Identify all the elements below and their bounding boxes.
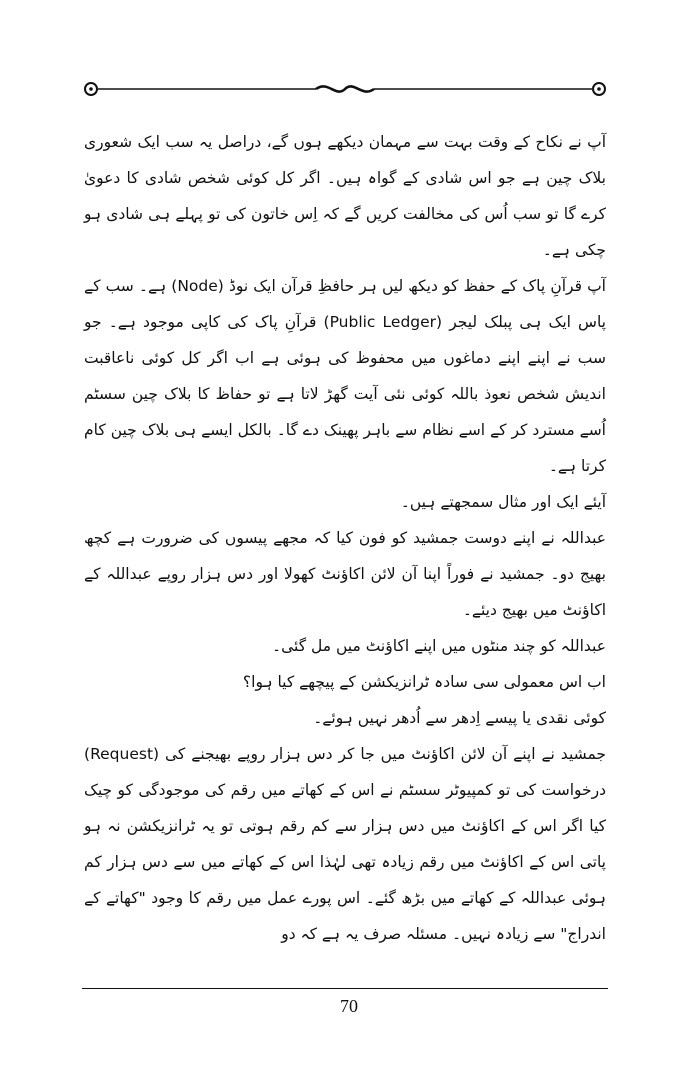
paragraph-wedding: آپ نے نکاح کے وقت بہت سے مہمان دیکھے ہوں گے، دراصل یہ سب ایک شعوری بلاک چین ہے جو اس شادی کے گواہ ہیں۔ اگر کل کوئی شخص شادی کا دعویٰ کرے گا تو سب اُس کی مخالفت کریں گے کہ اِس خاتون کی تو پہلے ہی شادی ہو چکی ہے۔ xyxy=(84,133,606,259)
paragraph-question: اب اس معمولی سی سادہ ٹرانزیکشن کے پیچھے کیا ہوا؟ xyxy=(242,673,606,691)
footer-divider xyxy=(82,988,608,989)
paragraph-transfer: عبداللہ نے اپنے دوست جمشید کو فون کیا کہ مجھے پیسوں کی ضرورت ہے کچھ بھیج دو۔ جمشید نے فوراً اپنا آن لائن اکاؤنٹ کھولا اور دس ہزار روپے عبداللہ کے اکاؤنٹ میں بھیج دیئے۔ xyxy=(84,529,606,619)
header-ornament-icon xyxy=(80,76,610,102)
paragraph-example-intro: آیئے ایک اور مثال سمجھتے ہیں۔ xyxy=(400,493,606,511)
paragraph-received: عبداللہ کو چند منٹوں میں اپنے اکاؤنٹ میں مل گئی۔ xyxy=(272,637,606,655)
page-body xyxy=(84,124,606,952)
page-number: 70 xyxy=(340,996,358,1016)
paragraph-request: جمشید نے اپنے آن لائن اکاؤنٹ میں جا کر دس ہزار روپے بھیجنے کی (Request) درخواست کی تو کمپیوٹر سسٹم نے اس کے کھاتے میں رقم کی موجودگی کو چیک کیا اگر اس کے اکاؤنٹ میں دس ہزار سے کم رقم ہوتی تو یہ ٹرانزیکشن نہ ہو پاتی اس کے اکاؤنٹ میں رقم زیادہ تھی لہٰذا اس کے کھاتے میں سے دس ہزار کم ہوئی عبداللہ کے کھاتے میں بڑھ گئے۔ اس پورے عمل میں رقم کا وجود "کھاتے کے اندراج" سے زیادہ نہیں۔ مسئلہ صرف یہ ہے کہ دو xyxy=(84,745,606,943)
paragraph-no-cash: کوئی نقدی یا پیسے اِدھر سے اُدھر نہیں ہوئے۔ xyxy=(313,709,606,727)
paragraph-quran: آپ قرآنِ پاک کے حفظ کو دیکھ لیں ہر حافظِ قرآن ایک نوڈ (Node) ہے۔ سب کے پاس ایک ہی پبلک لیجر (Public Ledger) قرآنِ پاک کی کاپی موجود ہے۔ جو سب نے اپنے اپنے دماغوں میں محفوظ کی ہوئی ہے اب اگر کل کوئی ناعاقبت اندیش شخص نعوذ باللہ کوئی نئی آیت گھڑ لاتا ہے تو حفاظ کا بلاک چین سسٹم اُسے مسترد کر کے اسے نظام سے باہر پھینک دے گا۔ بالکل ایسے ہی بلاک چین کام کرتا ہے۔ xyxy=(84,277,606,475)
